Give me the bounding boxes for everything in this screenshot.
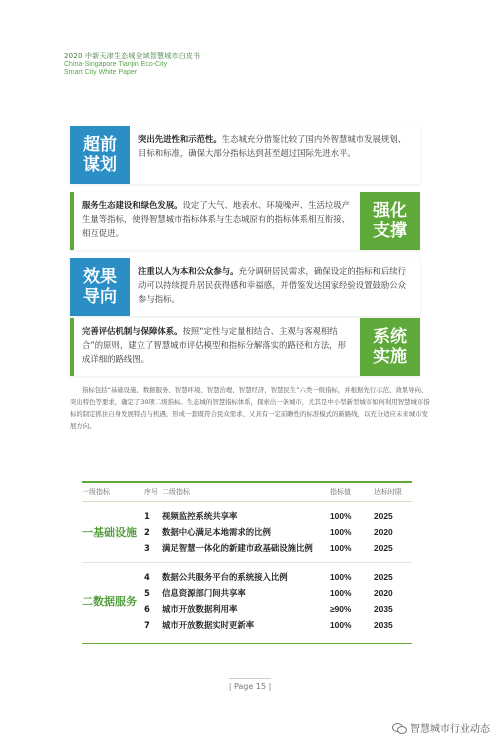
table-header-row (82, 483, 412, 501)
row-year: 2025 (374, 572, 393, 582)
panel-bold-1: 突出先进性和示范性。 (138, 134, 222, 144)
row-value: 100% (330, 527, 352, 537)
panel-body-3: 充分调研居民需求，确保设定的指标和后续行动可以持续提升居民获得感和幸福感，并借鉴发达国家经验设置鼓励公众参与指标。 (138, 266, 406, 304)
row-value: ≥90% (330, 604, 352, 614)
panel-text-2 (82, 198, 352, 240)
panel-tile-2: 强化 支撑 (360, 192, 420, 250)
panel-bold-2: 服务生态建设和绿色发展。 (82, 200, 183, 210)
row-year: 2035 (374, 604, 393, 614)
principle-panel-3 (70, 258, 420, 316)
row-no: 7 (144, 620, 150, 630)
panel-text-4 (82, 324, 352, 366)
row-indicator: 数据中心满足本地需求的比例 (162, 527, 271, 537)
table-bottom-rule (82, 643, 412, 644)
header-title-en-1: China-Singapore Tianjin Eco-City (64, 61, 168, 68)
row-no: 6 (144, 604, 150, 614)
header-level2: 二级指标 (162, 488, 190, 496)
row-no: 1 (144, 511, 150, 521)
row-indicator: 视频监控系统共享率 (162, 511, 238, 521)
indicator-table (82, 481, 412, 644)
row-no: 4 (144, 572, 150, 582)
table-group-infrastructure (82, 502, 412, 563)
panel-body-1: 生态城充分借鉴比较了国内外智慧城市发展规划、目标和标准，确保大部分指标达到甚至超过国际先进水平。 (138, 134, 406, 158)
panel-bold-3: 注重以人为本和公众参与。 (138, 266, 239, 276)
header-no: 序号 (144, 488, 158, 496)
panel-tile-3: 效果 导向 (70, 258, 130, 316)
panel-text-1 (138, 132, 414, 160)
row-indicator: 信息资源部门间共享率 (162, 588, 246, 598)
row-indicator: 城市开放数据利用率 (162, 604, 238, 614)
watermark (392, 720, 490, 735)
row-value: 100% (330, 588, 352, 598)
panel-tile-4: 系统 实施 (360, 318, 420, 376)
panel-body-2: 设定了大气、地表水、环境噪声、生活垃圾产生量等指标，使得智慧城市指标体系与生态城原有的指标体系相互衔接、相互促进。 (82, 200, 350, 238)
row-no: 5 (144, 588, 150, 598)
header-title-en-2: Smart City White Paper (64, 69, 138, 76)
row-no: 3 (144, 543, 150, 553)
row-year: 2020 (374, 527, 393, 537)
row-value: 100% (330, 572, 352, 582)
row-value: 100% (330, 511, 352, 521)
row-year: 2025 (374, 543, 393, 553)
row-indicator: 数据公共服务平台的系统接入比例 (162, 572, 288, 582)
table-row (82, 569, 412, 585)
row-indicator: 满足智慧一体化的新建市政基础设施比例 (162, 543, 313, 553)
header-value: 指标值 (330, 488, 351, 496)
header-title-cn: 2020 中新天津生态城全域智慧城市白皮书 (64, 52, 201, 60)
document-header (64, 52, 444, 77)
principle-panel-4 (70, 318, 420, 376)
table-row (82, 617, 412, 633)
header-deadline: 达标时限 (374, 488, 402, 496)
panel-strip-4 (70, 318, 74, 376)
page-number (0, 682, 500, 691)
wechat-icon (392, 722, 406, 733)
row-value: 100% (330, 620, 352, 630)
table-group-data-services (82, 563, 412, 639)
table-row (82, 540, 412, 556)
header-level1: 一级指标 (82, 488, 110, 496)
row-year: 2035 (374, 620, 393, 630)
body-paragraph: 指标包括“基础设施、数据服务、智慧环境、智慧治理、智慧经济、智慧民生”六类一级指标，并根据先行示范、效果导向、突出特色等要求，确定了30项二级指标。生态城的智慧指标体系，探索出一条城市，尤其是中小型新型城市如何利用智慧城市指标的制定抓住自身发展特点与机遇，形成一套既符合民众需求、又具有一定前瞻性的标准模式的新路线，以充分适应未来城市发展方向。 (70, 386, 430, 430)
principle-panel-2 (70, 192, 420, 250)
row-indicator: 城市开放数据实时更新率 (162, 620, 255, 630)
row-no: 2 (144, 527, 150, 537)
panel-bold-4: 完善评估机制与保障体系。 (82, 326, 183, 336)
group-name-2: 二数据服务 (82, 595, 137, 608)
principle-panel-1 (70, 126, 420, 184)
panel-body-4: 按照“定性与定量相结合、主观与客观相结合”的原则，建立了智慧城市评估模型和指标分解落实的路径和方法，形成详细的路线图。 (82, 326, 346, 364)
panel-tile-1: 超前 谋划 (70, 126, 130, 184)
watermark-text: 智慧城市行业动态 (410, 724, 490, 735)
row-value: 100% (330, 543, 352, 553)
row-year: 2020 (374, 588, 393, 598)
row-year: 2025 (374, 511, 393, 521)
panel-strip-2 (70, 192, 74, 250)
group-name-1: 一基础设施 (82, 526, 137, 539)
page-number-label: | Page 15 | (229, 678, 272, 691)
panel-text-3 (138, 264, 414, 306)
table-row (82, 508, 412, 524)
